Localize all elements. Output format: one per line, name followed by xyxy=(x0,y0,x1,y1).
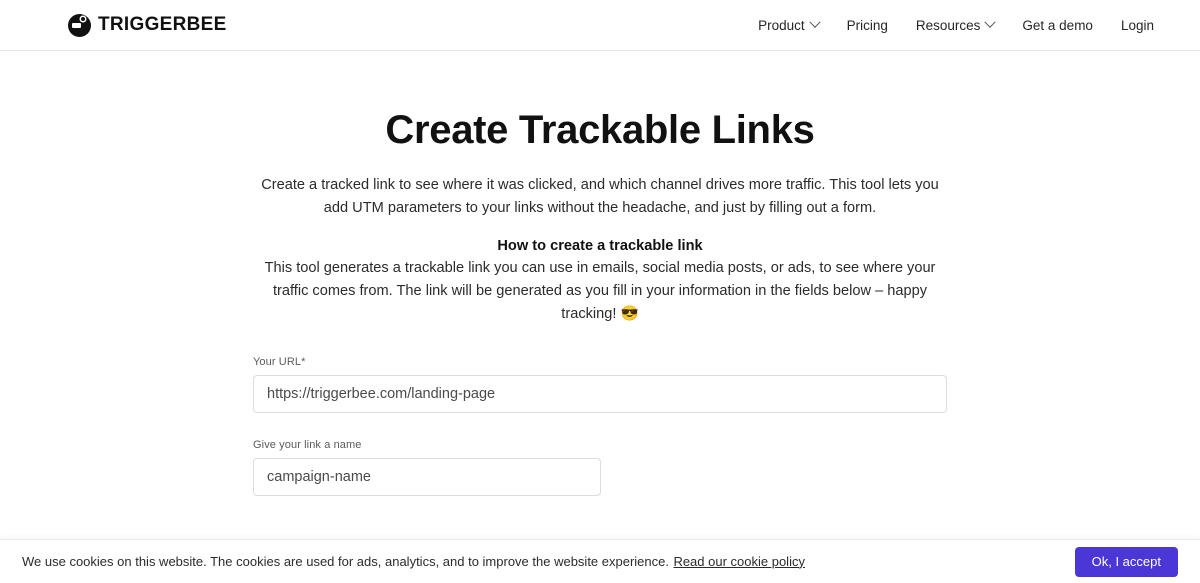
nav-item-resources[interactable] xyxy=(916,18,995,33)
main-content xyxy=(0,51,1200,522)
nav-item-label: Get a demo xyxy=(1022,17,1093,33)
url-field-group xyxy=(253,356,947,413)
nav-item-login[interactable] xyxy=(1121,18,1154,33)
name-field-group xyxy=(253,439,947,496)
link-name-input[interactable] xyxy=(253,458,601,496)
page-title: Create Trackable Links xyxy=(385,108,815,152)
main-nav xyxy=(758,18,1154,33)
url-field-label: Your URL* xyxy=(253,356,306,368)
site-header xyxy=(0,0,1200,51)
trackable-link-form xyxy=(253,356,947,522)
cookie-message xyxy=(22,553,805,571)
name-field-label: Give your link a name xyxy=(253,439,362,451)
nav-item-label: Resources xyxy=(915,17,981,33)
nav-item-get-a-demo[interactable] xyxy=(1022,18,1093,33)
howto-paragraph: This tool generates a trackable link you can use in emails, social media posts, or ads, to see where your traffic comes from. The link will be generated as you fill in your information in the fields below – happy tracking! 😎 xyxy=(264,260,936,322)
nav-item-label: Login xyxy=(1120,17,1154,33)
logo-text: TRIGGERBEE xyxy=(98,14,227,35)
logo[interactable] xyxy=(68,14,227,37)
chevron-down-icon xyxy=(809,17,820,28)
nav-item-pricing[interactable] xyxy=(847,18,888,33)
howto-heading: How to create a trackable link xyxy=(497,238,703,254)
nav-item-label: Pricing xyxy=(846,17,888,33)
accept-cookies-button[interactable]: Ok, I accept xyxy=(1075,547,1178,577)
cookie-policy-link[interactable]: Read our cookie policy xyxy=(673,553,805,569)
triggerbee-bee-icon xyxy=(68,14,91,37)
url-input[interactable] xyxy=(253,375,947,413)
chevron-down-icon xyxy=(985,17,996,28)
cookie-consent-bar xyxy=(0,539,1200,583)
cookie-text: We use cookies on this website. The cookies are used for ads, analytics, and to improve the website experience. xyxy=(22,553,669,569)
nav-item-product[interactable] xyxy=(758,18,819,33)
nav-item-label: Product xyxy=(758,17,805,33)
intro-paragraph: Create a tracked link to see where it was clicked, and which channel drives more traffic. This tool lets you add UTM parameters to your links without the headache, and just by filling out a form. xyxy=(261,177,939,216)
